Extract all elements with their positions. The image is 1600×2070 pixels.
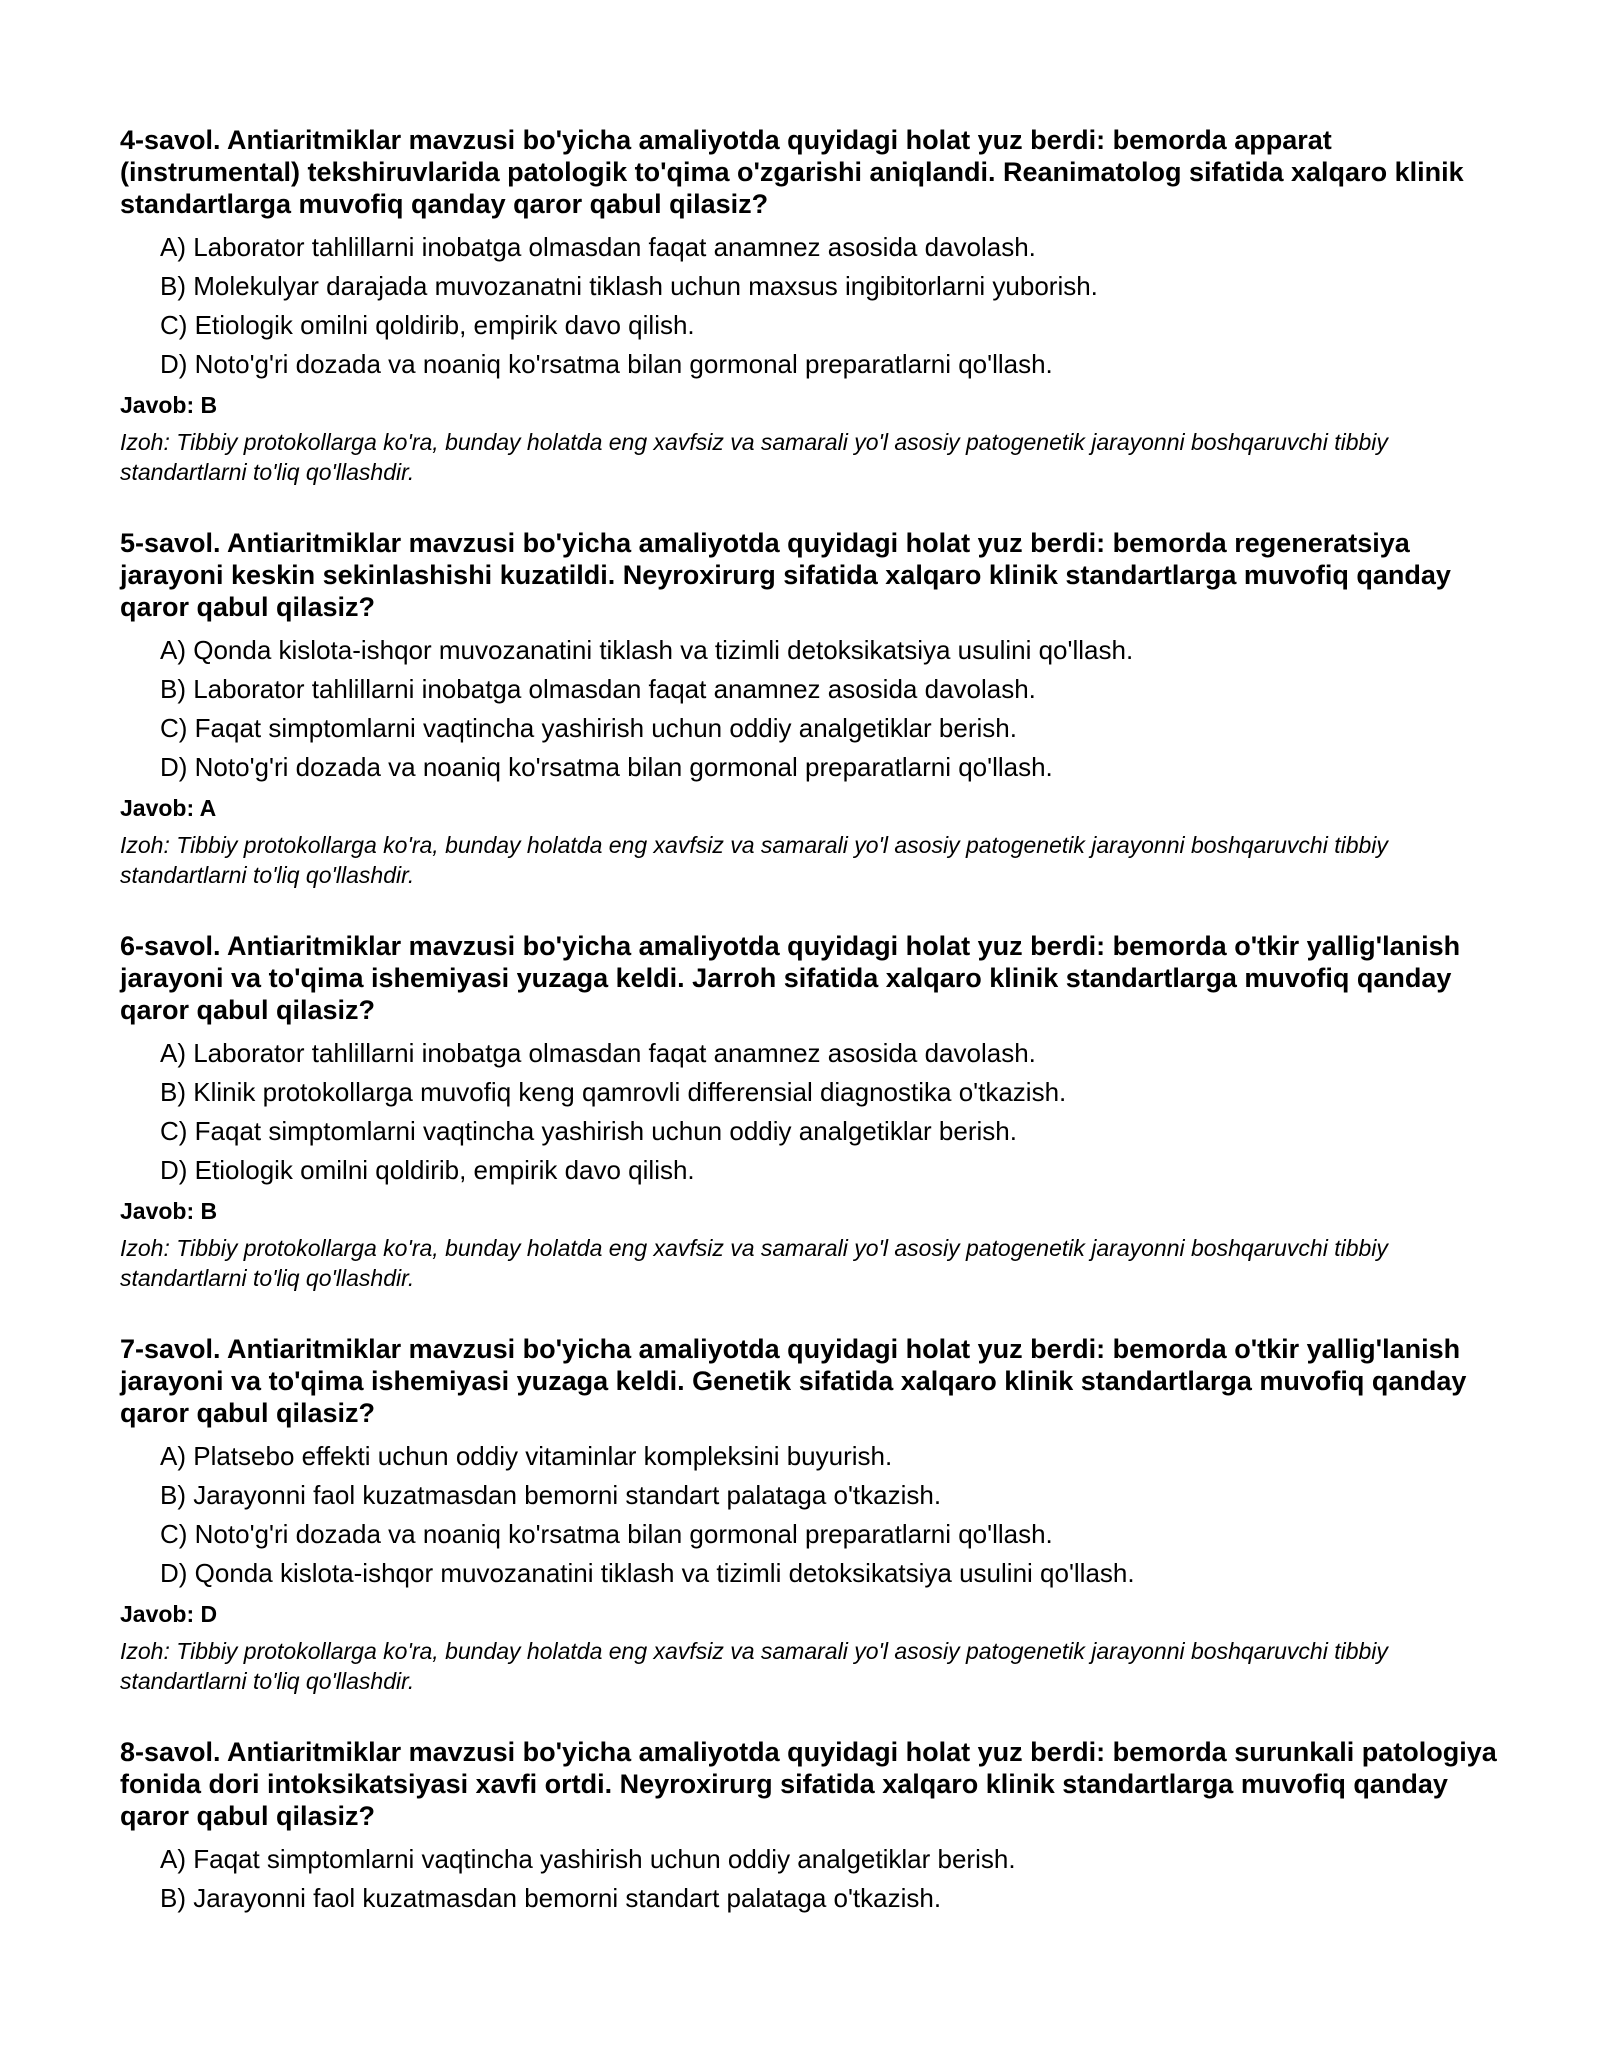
option-d: D) Etiologik omilni qoldirib, empirik davo qilish. bbox=[160, 1155, 695, 1185]
option-a: A) Qonda kislota-ishqor muvozanatini tiklash va tizimli detoksikatsiya usulini qo'llash. bbox=[160, 635, 1134, 665]
option-d: D) Noto'g'ri dozada va noaniq ko'rsatma bilan gormonal preparatlarni qo'llash. bbox=[160, 349, 1053, 379]
option-b: B) Jarayonni faol kuzatmasdan bemorni standart palataga o'tkazish. bbox=[160, 1480, 942, 1510]
explanation-note: Izoh: Tibbiy protokollarga ko'ra, bunday holatda eng xavfsiz va samarali yo'l asosiy patogenetik jarayonni boshqaruvchi tibbiy standartlarni to'liq qo'llashdir. bbox=[120, 1235, 1388, 1291]
options-list bbox=[120, 1038, 1500, 1185]
question-title: 5-savol. Antiaritmiklar mavzusi bo'yicha amaliyotda quyidagi holat yuz berdi: bemorda regeneratsiya jarayoni keskin sekinlashishi kuzatildi. Neyroxirurg sifatida xalqaro klinik standartlarga muvofiq qanday qaror qabul qilasiz? bbox=[120, 528, 1451, 622]
question-7 bbox=[120, 1333, 1500, 1696]
question-title: 8-savol. Antiaritmiklar mavzusi bo'yicha amaliyotda quyidagi holat yuz berdi: bemorda surunkali patologiya fonida dori intoksikatsiyasi xavfi ortdi. Neyroxirurg sifatida xalqaro klinik standartlarga muvofiq qanday qaror qabul qilasiz? bbox=[120, 1737, 1497, 1831]
options-list bbox=[120, 232, 1500, 379]
answer: Javob: D bbox=[120, 1601, 218, 1627]
explanation-note: Izoh: Tibbiy protokollarga ko'ra, bunday holatda eng xavfsiz va samarali yo'l asosiy patogenetik jarayonni boshqaruvchi tibbiy standartlarni to'liq qo'llashdir. bbox=[120, 429, 1388, 485]
option-c: C) Faqat simptomlarni vaqtincha yashirish uchun oddiy analgetiklar berish. bbox=[160, 1116, 1017, 1146]
question-6 bbox=[120, 930, 1500, 1293]
option-a: A) Laborator tahlillarni inobatga olmasdan faqat anamnez asosida davolash. bbox=[160, 1038, 1036, 1068]
answer: Javob: B bbox=[120, 392, 218, 418]
option-a: A) Laborator tahlillarni inobatga olmasdan faqat anamnez asosida davolash. bbox=[160, 232, 1036, 262]
options-list bbox=[120, 1844, 1500, 1913]
option-b: B) Laborator tahlillarni inobatga olmasdan faqat anamnez asosida davolash. bbox=[160, 674, 1036, 704]
option-c: C) Etiologik omilni qoldirib, empirik davo qilish. bbox=[160, 310, 695, 340]
question-title: 7-savol. Antiaritmiklar mavzusi bo'yicha amaliyotda quyidagi holat yuz berdi: bemorda o'tkir yallig'lanish jarayoni va to'qima ishemiyasi yuzaga keldi. Genetik sifatida xalqaro klinik standartlarga muvofiq qanday qaror qabul qilasiz? bbox=[120, 1334, 1467, 1428]
option-b: B) Molekulyar darajada muvozanatni tiklash uchun maxsus ingibitorlarni yuborish. bbox=[160, 271, 1098, 301]
answer: Javob: B bbox=[120, 1198, 218, 1224]
answer: Javob: A bbox=[120, 795, 217, 821]
explanation-note: Izoh: Tibbiy protokollarga ko'ra, bunday holatda eng xavfsiz va samarali yo'l asosiy patogenetik jarayonni boshqaruvchi tibbiy standartlarni to'liq qo'llashdir. bbox=[120, 1638, 1388, 1694]
question-title: 4-savol. Antiaritmiklar mavzusi bo'yicha amaliyotda quyidagi holat yuz berdi: bemorda apparat (instrumental) tekshiruvlarida patologik to'qima o'zgarishi aniqlandi. Reanimatolog sifatida xalqaro klinik standartlarga muvofiq qanday qaror qabul qilasiz? bbox=[120, 125, 1464, 219]
question-4 bbox=[120, 124, 1500, 487]
question-5 bbox=[120, 527, 1500, 890]
option-d: D) Noto'g'ri dozada va noaniq ko'rsatma bilan gormonal preparatlarni qo'llash. bbox=[160, 752, 1053, 782]
document-page bbox=[120, 124, 1500, 1953]
option-c: C) Faqat simptomlarni vaqtincha yashirish uchun oddiy analgetiklar berish. bbox=[160, 713, 1017, 743]
options-list bbox=[120, 1441, 1500, 1588]
option-a: A) Faqat simptomlarni vaqtincha yashirish uchun oddiy analgetiklar berish. bbox=[160, 1844, 1016, 1874]
options-list bbox=[120, 635, 1500, 782]
question-title: 6-savol. Antiaritmiklar mavzusi bo'yicha amaliyotda quyidagi holat yuz berdi: bemorda o'tkir yallig'lanish jarayoni va to'qima ishemiyasi yuzaga keldi. Jarroh sifatida xalqaro klinik standartlarga muvofiq qanday qaror qabul qilasiz? bbox=[120, 931, 1461, 1025]
explanation-note: Izoh: Tibbiy protokollarga ko'ra, bunday holatda eng xavfsiz va samarali yo'l asosiy patogenetik jarayonni boshqaruvchi tibbiy standartlarni to'liq qo'llashdir. bbox=[120, 832, 1388, 888]
option-d: D) Qonda kislota-ishqor muvozanatini tiklash va tizimli detoksikatsiya usulini qo'llash. bbox=[160, 1558, 1135, 1588]
option-c: C) Noto'g'ri dozada va noaniq ko'rsatma bilan gormonal preparatlarni qo'llash. bbox=[160, 1519, 1053, 1549]
option-a: A) Platsebo effekti uchun oddiy vitaminlar kompleksini buyurish. bbox=[160, 1441, 893, 1471]
question-8 bbox=[120, 1736, 1500, 1913]
option-b: B) Jarayonni faol kuzatmasdan bemorni standart palataga o'tkazish. bbox=[160, 1883, 942, 1913]
option-b: B) Klinik protokollarga muvofiq keng qamrovli differensial diagnostika o'tkazish. bbox=[160, 1077, 1067, 1107]
